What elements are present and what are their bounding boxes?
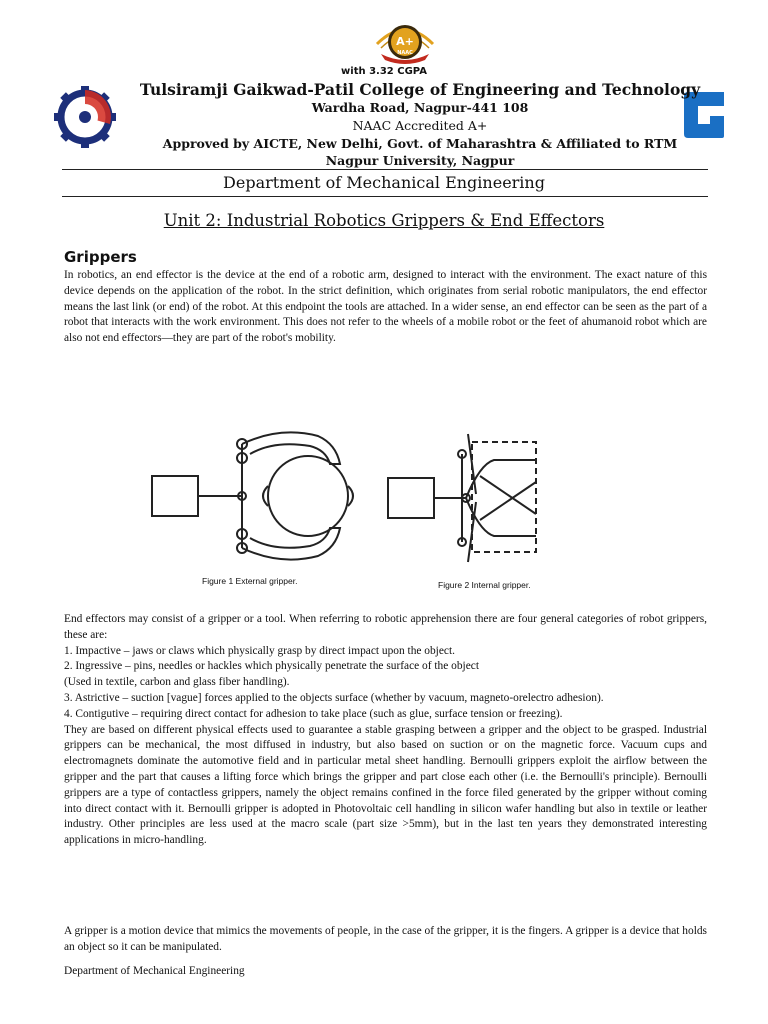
department-title: Department of Mechanical Engineering (223, 173, 545, 192)
external-gripper-drawing (152, 432, 353, 559)
unit-title: Unit 2: Industrial Robotics Grippers & End Effectors (163, 211, 605, 230)
section-heading: Grippers (64, 248, 137, 266)
badge-sub: NAAC (397, 50, 413, 56)
footer-department: Department of Mechanical Engineering (64, 965, 245, 977)
figure-2-caption: Figure 2 Internal gripper. (438, 580, 531, 590)
category-item: 4. Contigutive – requiring direct contact for adhesion to take place (such as glue, surface tension or freezing). (64, 707, 563, 720)
header-rule-bottom (62, 196, 708, 197)
closing-paragraph: A gripper is a motion device that mimics the movements of people, in the case of the gripper, it is the fingers. A gripper is a device that holds an object so it can be manipulated. (64, 925, 707, 953)
header-rule-top (62, 169, 708, 170)
college-gear-logo-icon (52, 84, 118, 150)
category-item: (Used in textile, carbon and glass fiber handling). (64, 676, 290, 689)
category-item: 3. Astrictive – suction [vague] forces applied to the objects surface (whether by vacuum, magneto-orelectro adhesion). (64, 691, 604, 704)
naac-accreditation: NAAC Accredited A+ (352, 118, 488, 133)
intro-paragraph: In robotics, an end effector is the device at the end of a robotic arm, designed to interact with the environment. The exact nature of this device depends on the application of the robot. In the strict definition, which originates from serial robotic manipulators, the end effector means the last link (or end) of the robot. At this endpoint the tools are attached. In a wider sense, an end effector can be seen as the part of a robot that interacts with the work environment. This does not refer to the wheels of a mobile robot or the feet of ahumanoid robot which are also not end effectors—they are part of the robot's mobility. (64, 269, 707, 345)
internal-gripper-drawing (388, 434, 536, 562)
approval-line: Approved by AICTE, New Delhi, Govt. of Maharashtra & Affiliated to RTM (162, 136, 678, 151)
badge-text: A+ (396, 35, 414, 48)
college-name: Tulsiramji Gaikwad-Patil College of Engineering and Technology (139, 80, 701, 99)
university-line: Nagpur University, Nagpur (325, 153, 515, 168)
naac-badge-icon (367, 14, 443, 66)
college-address: Wardha Road, Nagpur-441 108 (311, 100, 529, 115)
category-item: 1. Impactive – jaws or claws which physically grasp by direct impact upon the object. (64, 644, 455, 657)
category-item: 2. Ingressive – pins, needles or hackles which physically penetrate the surface of the object (64, 660, 479, 673)
gripper-figures (150, 424, 550, 594)
cgpa-text: with 3.32 CGPA (341, 66, 427, 77)
gripper-categories-body (64, 612, 707, 849)
body-paragraph: They are based on different physical effects used to guarantee a stable grasping between a gripper and the object to be grasped. Industrial grippers can be mechanical, the most diffused in industry, but also based on suction or on the magnetic force. Vacuum cups and electromagnets dominate the automotive field and in particular metal sheet handling. Bernoulli grippers exploit the airflow between the gripper and the part that causes a lifting force which brings the gripper and part close each other (i.e. the Bernoulli's principle). Bernoulli grippers are a type of contactless grippers, namely the object remains confined in the force filed generated by the gripper without coming into direct contact with it. Bernoulli gripper is adopted in Photovoltaic cell handling in silicon wafer handling but also in textile or leather industry. Other principles are less used at the macro scale (part size >5mm), but in the last ten years they demonstrated interesting applications in micro-handling. (64, 723, 707, 847)
body-line: End effectors may consist of a gripper or a tool. When referring to robotic apprehension there are four general categories of robot grippers, these are: (64, 613, 707, 641)
figure-1-caption: Figure 1 External gripper. (202, 576, 298, 586)
